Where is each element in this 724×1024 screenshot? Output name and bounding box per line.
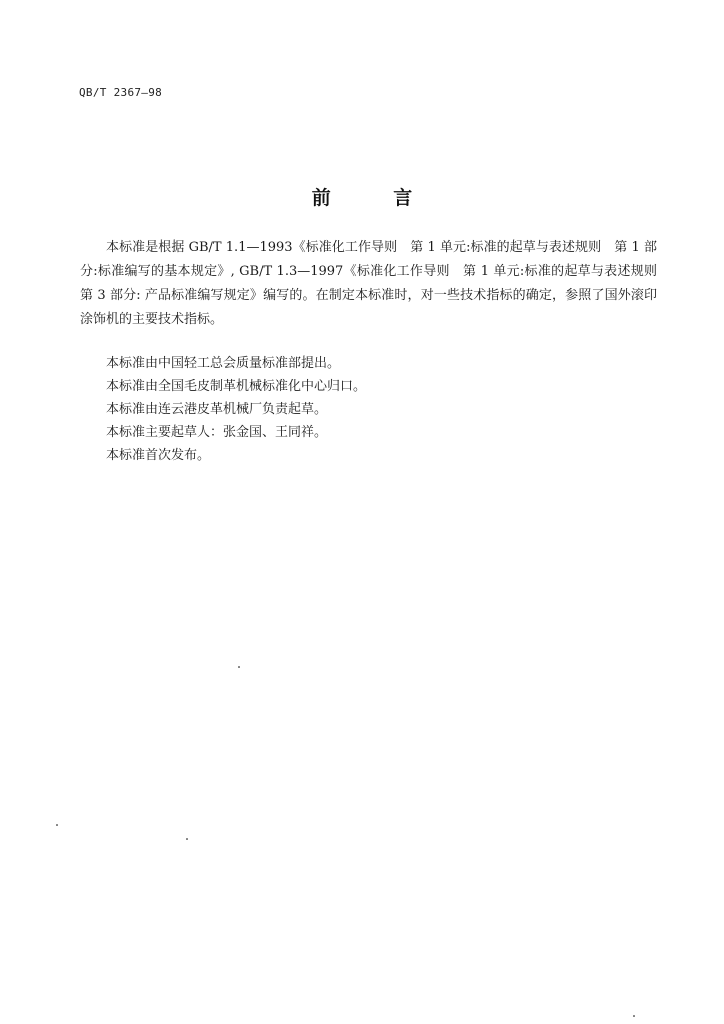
statement-administrator: 本标准由全国毛皮制革机械标准化中心归口。 (106, 379, 367, 394)
scan-speck (186, 838, 188, 840)
statement-drafters: 本标准主要起草人：张金国、王同祥。 (106, 425, 328, 440)
scan-speck (56, 824, 58, 826)
scan-speck (238, 666, 240, 668)
statement-proposer: 本标准由中国轻工总会质量标准部提出。 (106, 356, 341, 371)
statement-drafting-unit: 本标准由连云港皮革机械厂负责起草。 (106, 402, 328, 417)
intro-paragraph: 本标准是根据 GB/T 1.1—1993《标准化工作导则 第 1 单元:标准的起草与表述规则 第 1 部分:标准编写的基本规定》, GB/T 1.3—1997《标准化工作导则 第 1 单元:标准的起草与表述规则 第 3 部分: 产品标准编写规定》编写的。在制定本标准时，对一些技术指标的确定，参照了国外滚印涂饰机的主要技术指标。 (80, 240, 671, 327)
standard-code-header: QB/T 2367—98 (79, 86, 163, 99)
page-title: 前 言 (311, 187, 441, 209)
scan-speck (633, 1015, 635, 1017)
statement-first-release: 本标准首次发布。 (106, 448, 211, 463)
statement-list (106, 352, 656, 467)
